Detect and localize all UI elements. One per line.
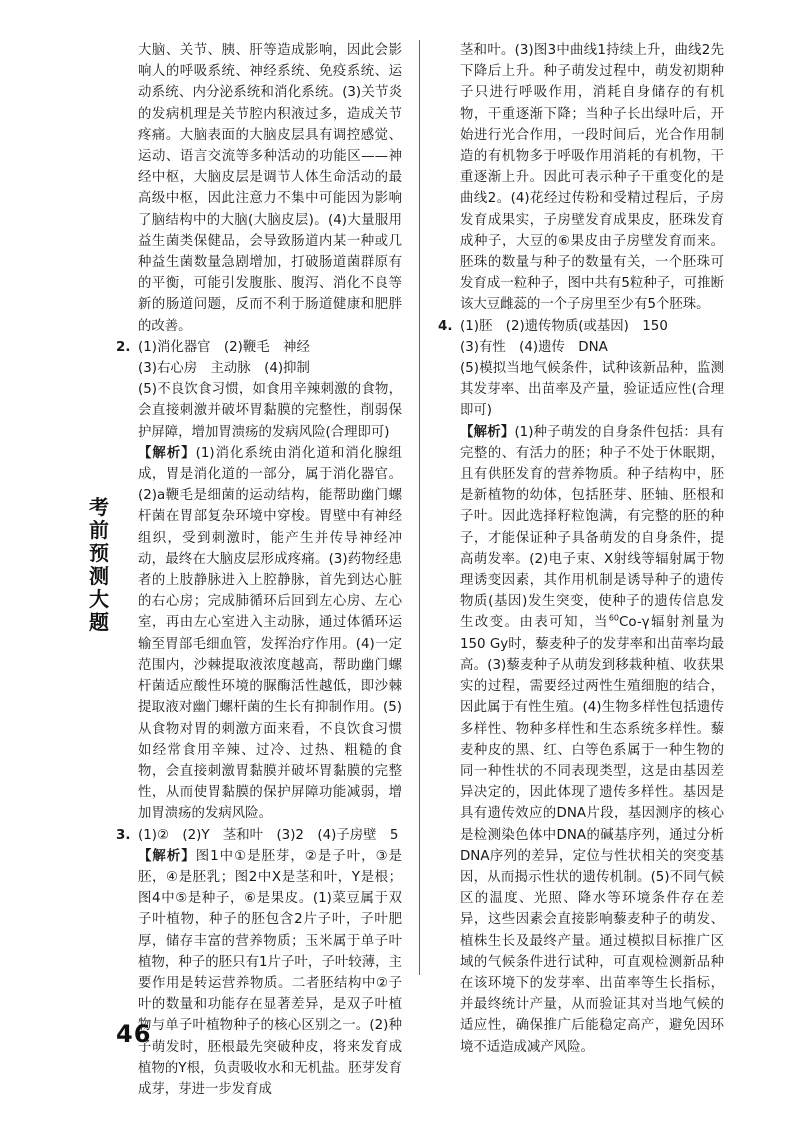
q4-answer-line-3: (5)模拟当地气候条件，试种该新品种，监测其发芽率、出苗率及产量，验证适应性(合理即可) (460, 361, 724, 419)
sidebar-char: 预 (89, 541, 109, 565)
sidebar-char: 大 (89, 587, 109, 611)
q4-explanation (460, 422, 724, 1058)
page-number: 46 (116, 1020, 152, 1048)
sidebar-char: 题 (89, 610, 109, 634)
analysis-tag: 【解析】 (138, 848, 196, 864)
q2-explanation-text: (1)消化系统由消化道和消化腺组成，胃是消化道的一部分，属于消化器官。(2)a鞭毛是细菌的运动结构，能帮助幽门螺杆菌在胃部复杂环境中穿梭。胃壁中有神经组织，受到刺激时，能产生并传导神经冲动，最终在大脑皮层形成疼痛。(3)药物经患者的上肢静脉进入上腔静脉，首先到达心脏的右心房；完成肺循环后回到左心房、左心室，再由左心室进入主动脉，通过体循环运输至胃部毛细血管，发挥治疗作用。(4)一定范围内，沙棘提取液浓度越高，帮助幽门螺杆菌适应酸性环境的脲酶活性越低，即沙棘提取液对幽门螺杆菌的生长有抑制作用。(5)从食物对胃的刺激方面来看，不良饮食习惯如经常食用辛辣、过冷、过热、粗糙的食物，会直接刺激胃黏膜并破坏胃黏膜的完整性，从而使胃黏膜的保护屏障功能减弱，增加胃溃疡的发病风险。 (138, 445, 403, 822)
q3-continuation: 茎和叶。(3)图3中曲线1持续上升，曲线2先下降后上升。种子萌发过程中，萌发初期种子只进行呼吸作用，消耗自身储存的有机物，干重逐渐下降；当种子长出绿叶后，开始进行光合作用，一段时间后，光合作用制造的有机物多于呼吸作用消耗的有机物，干重逐渐上升。因此可表示种子干重变化的是曲线2。(4)花经过传粉和受精过程后，子房发育成果实，子房壁发育成果皮，胚珠发育成种子，大豆的⑥果皮由子房壁发育而来。胚珠的数量与种子的数量有关，一个胚珠可发育成一粒种子，图中共有5粒种子，可推断该大豆雌蕊的一个子房里至少有5个胚珠。 (460, 43, 724, 313)
q2-explanation (138, 443, 402, 825)
q3-explanation (138, 846, 402, 1100)
q2-answer-line-2: (3)右心房 主动脉 (4)抑制 (138, 361, 310, 377)
q4-answer-line-2: (3)有性 (4)遗传 DNA (460, 339, 608, 355)
right-column (438, 40, 724, 1058)
sidebar-char: 考 (89, 495, 109, 519)
question-2 (116, 337, 402, 825)
q3-explanation-text: 图1中①是胚芽，②是子叶，③是胚，④是胚乳；图2中X是茎和叶，Y是根；图4中⑤是种子，⑥是果皮。(1)菜豆属于双子叶植物，种子的胚包含2片子叶，子叶肥厚，储存丰富的营养物质；玉米属于单子叶植物，种子的胚只有1片子叶，子叶较薄，主要作用是转运营养物质。二者胚结构中②子叶的数量和功能存在显著差异，是双子叶植物与单子叶植物种子的核心区别之一。(2)种子萌发时，胚根最先突破种皮，将来发育成植物的Y根，负责吸收水和无机盐。胚芽发育成芽，芽进一步发育成 (138, 848, 402, 1097)
section-sidebar-label (86, 496, 112, 634)
q2-answer-line-3: (5)不良饮食习惯，如食用辛辣刺激的食物，会直接刺激并破坏胃黏膜的完整性，削弱保护屏障，增加胃溃疡的发病风险(合理即可) (138, 382, 402, 440)
q4-explanation-text-a: (1)种子萌发的自身条件包括：具有完整的、有活力的胚；种子不处于休眠期，且有供胚发育的营养物质。种子结构中，胚是新植物的幼体，包括胚芽、胚轴、胚根和子叶。因此选择籽粒饱满，有完整的胚的种子，才能保证种子具备萌发的自身条件，提高萌发率。(2)电子束、X射线等辐射属于物理诱变因素，其作用机制是诱导种子的遗传物质(基因)发生突变，使种子的遗传信息发生改变。由表可知，当 (460, 424, 724, 631)
sidebar-char: 前 (89, 518, 109, 542)
sidebar-char: 测 (89, 564, 109, 588)
q2-answer-line-1: (1)消化器官 (2)鞭毛 神经 (138, 339, 310, 355)
analysis-tag: 【解析】 (460, 424, 515, 440)
question-number: 2. (116, 339, 131, 355)
q4-answer-line-1: (1)胚 (2)遗传物质(或基因) 150 (460, 318, 668, 334)
q1-continuation: 大脑、关节、胰、肝等造成影响，因此会影响人的呼吸系统、神经系统、免疫系统、运动系统、内分泌系统和消化系统。(3)关节炎的发病机理是关节腔内积液过多，造成关节疼痛。大脑表面的大脑皮层具有调控感觉、运动、语言交流等多种活动的功能区——神经中枢，大脑皮层是调节人体生命活动的最高级中枢，因此注意力不集中可能因为影响了脑结构中的大脑(大脑皮层)。(4)大量服用益生菌类保健品，会导致肠道内某一种或几种益生菌数量急剧增加，打破肠道菌群原有的平衡，可能引发腹胀、腹泻、消化不良等新的肠道问题，反而不利于肠道健康和肥胖的改善。 (138, 43, 402, 334)
question-3 (116, 825, 402, 1101)
left-column (116, 40, 402, 1100)
question-4 (438, 316, 724, 1058)
column-divider (419, 40, 420, 975)
analysis-tag: 【解析】 (138, 445, 196, 461)
question-number: 3. (116, 827, 131, 843)
isotope-superscript: 60 (608, 614, 620, 624)
q4-explanation-text-b: Co-γ辐射剂量为150 Gy时，藜麦种子的发芽率和出苗率均最高。(3)藜麦种子从萌发到移栽种植、收获果实的过程，需要经过两性生殖细胞的结合，因此属于有性生殖。(4)生物多样性包括遗传多样性、物种多样性和生态系统多样性。藜麦种皮的黑、红、白等色系属于一种生物的同一种性状的不同表现类型，这是由基因差异决定的，因此体现了遗传多样性。基因是具有遗传效应的DNA片段，基因测序的核心是检测染色体中DNA的碱基序列，通过分析DNA序列的差异，定位与性状相关的突变基因，从而揭示性状的遗传机制。(5)不同气候区的温度、光照、降水等环境条件存在差异，这些因素会直接影响藜麦种子的萌发、植株生长及最终产量。通过模拟目标推广区域的气候条件进行试种，可直观检测新品种在该环境下的发芽率、出苗率等生长指标，并最终统计产量，从而验证其对当地气候的适应性，确保推广后能稳定高产，避免因环境不适造成减产风险。 (460, 615, 724, 1055)
q3-answer: (1)② (2)Y 茎和叶 (3)2 (4)子房壁 5 (138, 827, 399, 843)
question-number: 4. (438, 318, 453, 334)
